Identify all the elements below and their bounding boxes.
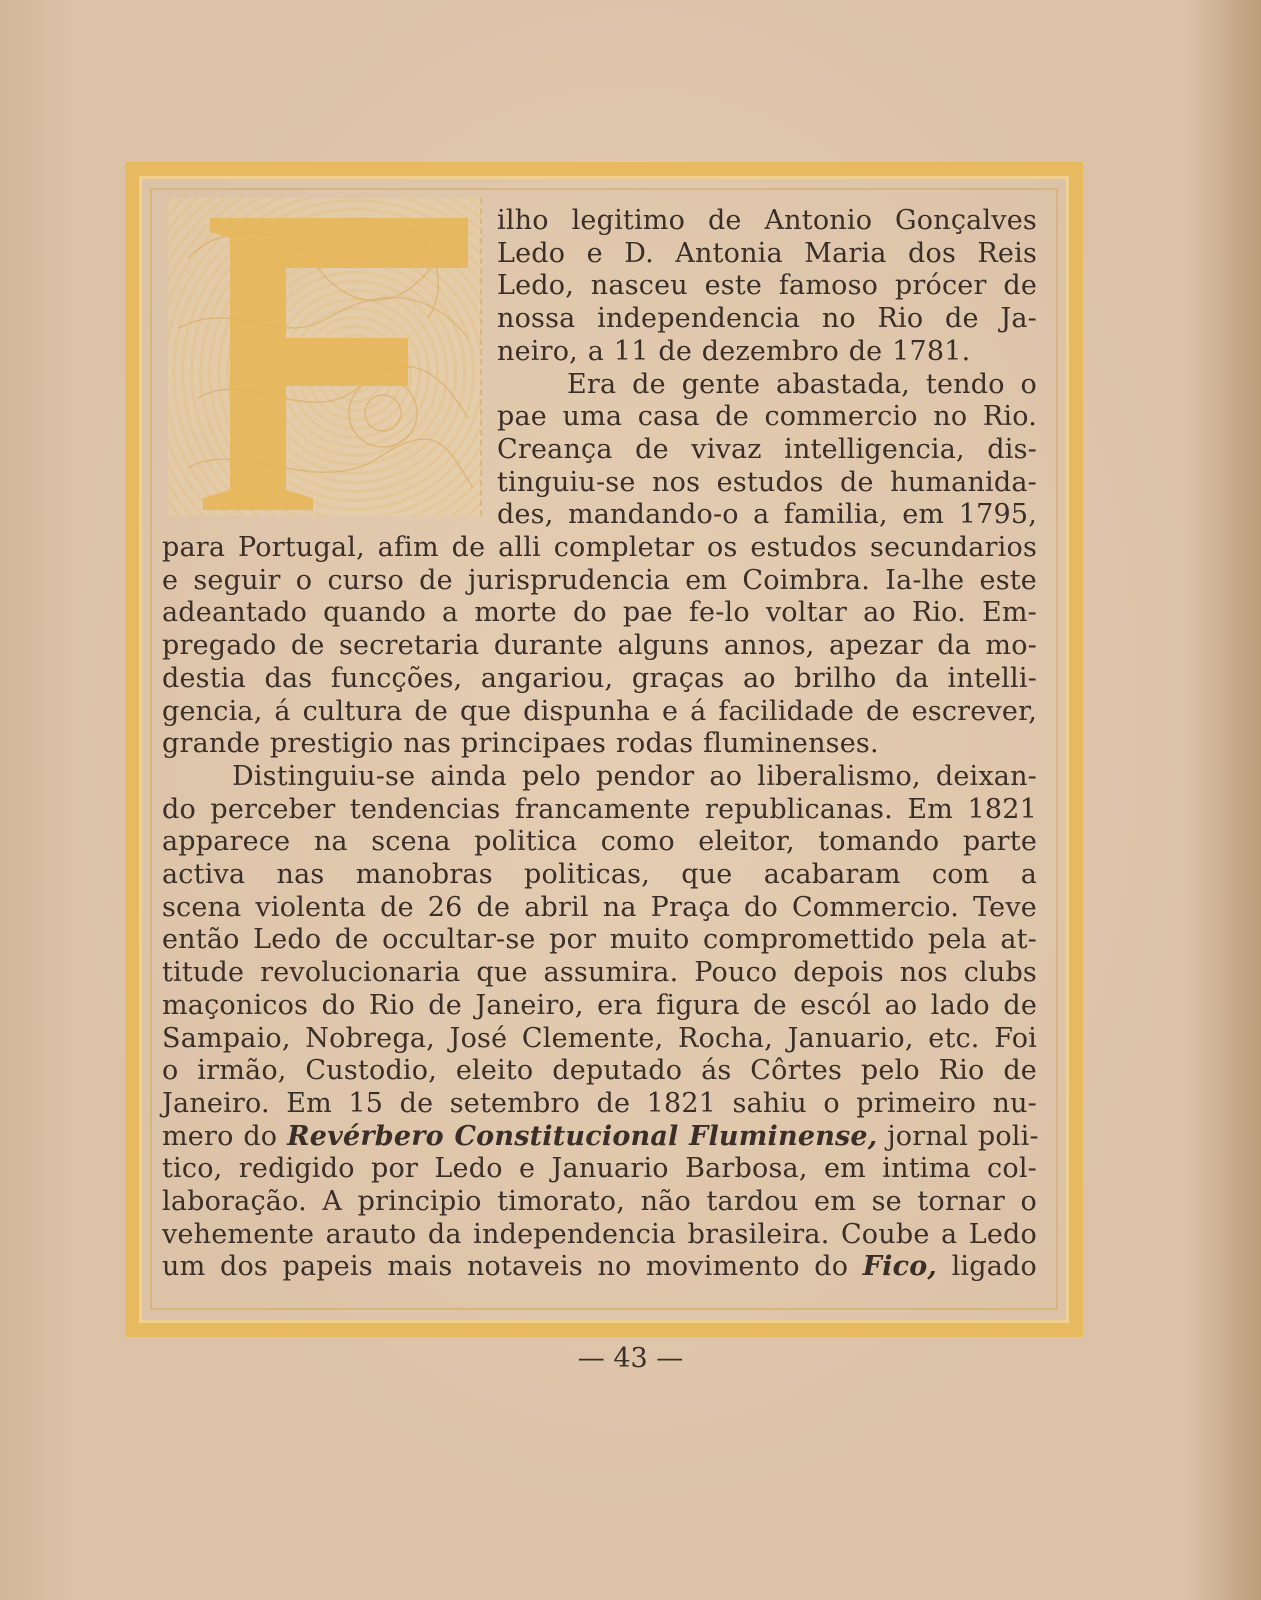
text-fragment: ligado <box>937 1251 1037 1283</box>
newspaper-title: Revérbero Constitucional Fluminense, <box>287 1120 878 1152</box>
text-line: nossa independencia no Rio de Ja- <box>497 303 1037 335</box>
text-line-with-title <box>162 1121 1037 1154</box>
text-line: Janeiro. Em 15 de setembro de 1821 sahiu o primeiro nu- <box>162 1087 1037 1119</box>
text-line: apparece na scena politica como eleitor, tomando parte <box>162 826 1037 858</box>
text-line: Distinguiu-se ainda pelo pendor ao liberalismo, deixan- <box>232 760 1037 792</box>
text-line: titude revolucionaria que assumira. Pouco depois nos clubs <box>162 957 1037 989</box>
text-line: para Portugal, afim de alli completar os estudos secundarios <box>162 532 1037 563</box>
text-line: Sampaio, Nobrega, José Clemente, Rocha, Januario, etc. Foi <box>162 1022 1037 1054</box>
text-line: activa nas manobras politicas, que acabaram com a <box>162 859 1037 891</box>
text-line: Era de gente abastada, tendo o <box>567 368 1037 400</box>
movement-name: Fico, <box>862 1251 938 1283</box>
text-line: pregado de secretaria durante alguns annos, apezar da mo- <box>162 630 1037 662</box>
text-line: Ledo e D. Antonia Maria dos Reis <box>497 237 1037 269</box>
intro-paragraph <box>497 205 1037 532</box>
drop-cap-letter-f <box>168 198 480 516</box>
text-line: gencia, á cultura de que dispunha e á facilidade de escrever, <box>162 695 1037 727</box>
text-line: tinguiu-se nos estudos de humanida- <box>497 466 1037 498</box>
text-line: laboração. A principio timorato, não tardou em se tornar o <box>162 1186 1037 1218</box>
text-line: destia das funcções, angariou, graças ao brilho da intelli- <box>162 662 1037 694</box>
text-line: neiro, a 11 de dezembro de 1781. <box>497 335 971 367</box>
text-line: scena violenta de 26 de abril na Praça do Commercio. Teve <box>162 891 1037 923</box>
text-line: tico, redigido por Ledo e Januario Barbosa, em intima col- <box>162 1153 1037 1185</box>
text-fragment: jornal poli- <box>877 1120 1039 1152</box>
text-line: do perceber tendencias francamente republicanas. Em 1821 <box>162 793 1037 825</box>
text-line: grande prestigio nas principaes rodas fluminenses. <box>162 728 879 760</box>
text-line: ilho legitimo de Antonio Gonçalves <box>497 205 1037 236</box>
text-line: Ledo, nasceu este famoso prócer de <box>497 270 1037 302</box>
text-line-with-italic <box>162 1251 1037 1284</box>
text-line: o irmão, Custodio, eleito deputado ás Côrtes pelo Rio de <box>162 1055 1037 1087</box>
text-fragment: mero do <box>162 1120 288 1152</box>
text-line: Creança de vivaz intelligencia, dis- <box>497 433 1037 465</box>
body-text <box>162 532 1037 1284</box>
text-line: vehemente arauto da independencia brasileira. Coube a Ledo <box>162 1218 1037 1250</box>
text-line: maçonicos do Rio de Janeiro, era figura de escól ao lado de <box>162 989 1037 1021</box>
text-line: des, mandando-o a familia, em 1795, <box>497 499 1037 531</box>
text-line: e seguir o curso de jurisprudencia em Coimbra. Ia-lhe este <box>162 564 1037 596</box>
page-number: — 43 — <box>577 1343 684 1374</box>
drop-cap-ornament <box>168 198 482 516</box>
text-fragment: um dos papeis mais notaveis no movimento do <box>162 1251 863 1283</box>
text-line: pae uma casa de commercio no Rio. <box>497 401 1037 433</box>
text-line: adeantado quando a morte do pae fe-lo voltar ao Rio. Em- <box>162 597 1037 629</box>
text-line: então Ledo de occultar-se por muito compromettido pela at- <box>162 924 1037 956</box>
